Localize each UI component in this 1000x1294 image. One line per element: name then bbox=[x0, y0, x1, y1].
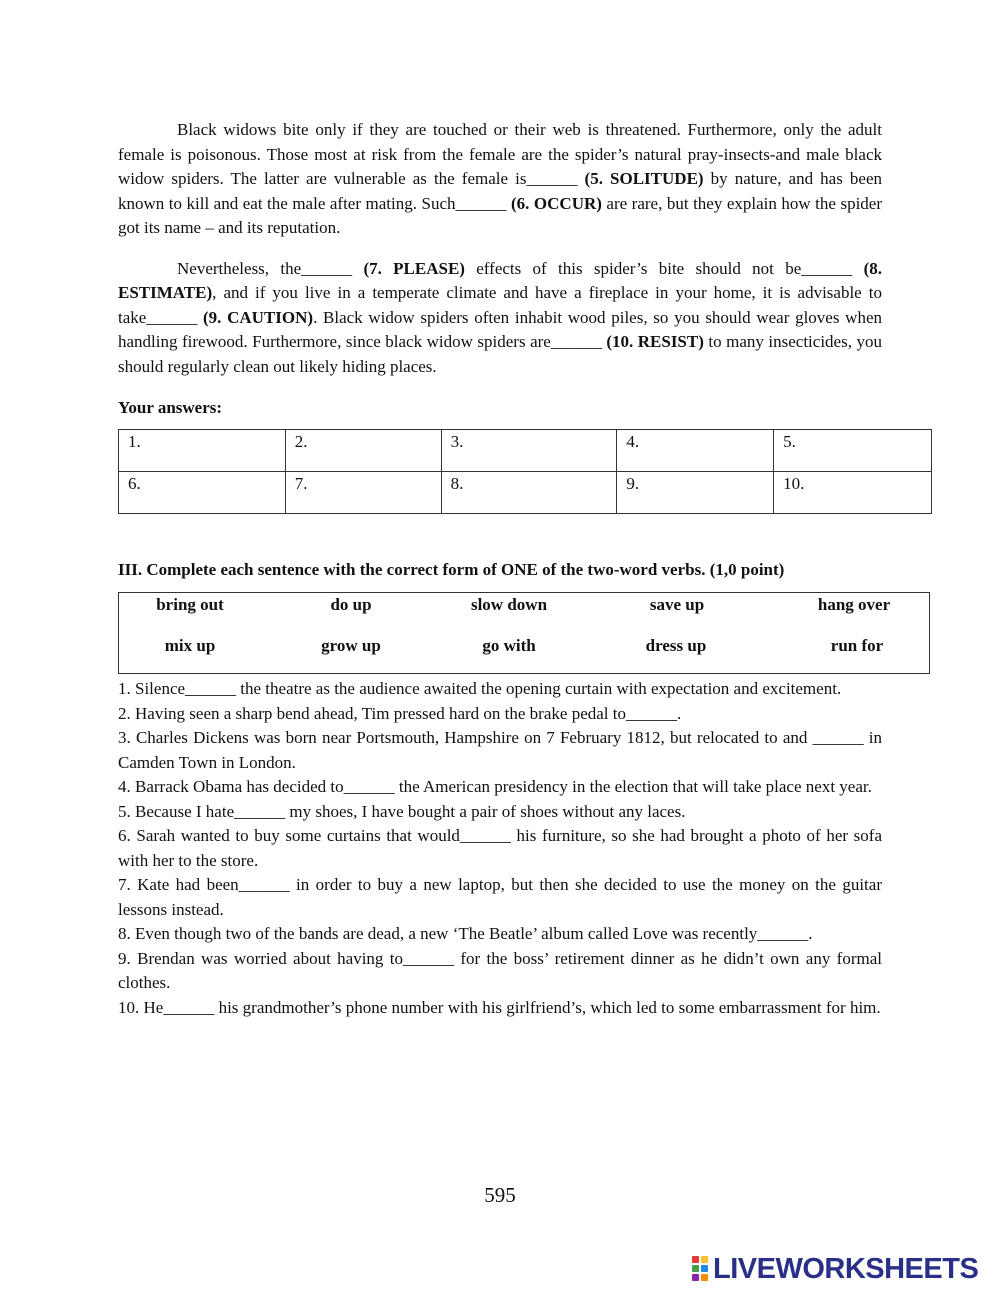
table-row bbox=[119, 430, 932, 472]
list-item: 8. Even though two of the bands are dead, a new ‘The Beatle’ album called Love was recently______. bbox=[118, 924, 813, 943]
verb-item: run for bbox=[830, 636, 884, 655]
list-item: 9. Brendan was worried about having to______ for the boss’ retirement dinner as he didn’t own any formal clothes. bbox=[118, 948, 882, 992]
answers-title: Your answers: bbox=[118, 398, 223, 417]
liveworksheets-logo[interactable] bbox=[692, 1254, 978, 1284]
verb-item: do up bbox=[330, 595, 372, 614]
passage-paragraph-2: Nevertheless, the______ (7. PLEASE) effects of this spider’s bite should not be______ (8. ESTIMATE), and if you live in a temperate climate and have a fireplace in your home, it is advisable to take______ (9. CAUTION). Black widow spiders often inhabit wood piles, so you should wear gloves when handling firewood. Furthermore, since black widow spiders are______ (10. RESIST) to many insecticides, you should regularly clean out likely hiding places. bbox=[118, 258, 882, 376]
page-number: 595 bbox=[484, 1183, 516, 1207]
answer-cell-1[interactable]: 1. bbox=[119, 430, 286, 472]
answer-cell-7[interactable]: 7. bbox=[285, 472, 441, 514]
verb-item: hang over bbox=[817, 595, 891, 614]
answer-cell-8[interactable]: 8. bbox=[441, 472, 617, 514]
verb-item: bring out bbox=[156, 595, 224, 614]
answer-cell-3[interactable]: 3. bbox=[441, 430, 617, 472]
answer-cell-6[interactable]: 6. bbox=[119, 472, 286, 514]
passage-paragraph-1: Black widows bite only if they are touched or their web is threatened. Furthermore, only the adult female is poisonous. Those most at risk from the female are the spider’s natural pray-insects-and male black widow spiders. The latter are vulnerable as the female is______ (5. SOLITUDE) by nature, and has been known to kill and eat the male after mating. Such______ (6. OCCUR) are rare, but they explain how the spider got its name – and its reputation. bbox=[118, 120, 883, 237]
list-item: 7. Kate had been______ in order to buy a new laptop, but then she decided to use the money on the guitar lessons instead. bbox=[118, 875, 882, 919]
answer-cell-10[interactable]: 10. bbox=[774, 472, 932, 514]
verb-box bbox=[118, 592, 930, 674]
sentence-list bbox=[118, 677, 882, 1020]
answer-cell-2[interactable]: 2. bbox=[285, 430, 441, 472]
list-item: 4. Barrack Obama has decided to______ the American presidency in the election that will take place next year. bbox=[118, 777, 872, 796]
worksheet-page bbox=[118, 118, 891, 1020]
answers-table bbox=[118, 429, 932, 514]
verb-item: save up bbox=[649, 595, 705, 614]
table-row bbox=[119, 472, 932, 514]
verb-item: grow up bbox=[321, 636, 381, 655]
logo-text: LIVEWORKSHEETS bbox=[713, 1252, 979, 1285]
list-item: 3. Charles Dickens was born near Portsmouth, Hampshire on 7 February 1812, but relocated to and ______ in Camden Town in London. bbox=[118, 728, 882, 772]
section-3-title: III. Complete each sentence with the correct form of ONE of the two-word verbs. (1,0 point) bbox=[118, 560, 785, 579]
verb-item: slow down bbox=[470, 595, 548, 614]
list-item: 2. Having seen a sharp bend ahead, Tim pressed hard on the brake pedal to______. bbox=[118, 703, 682, 723]
verb-item: go with bbox=[482, 636, 536, 655]
answer-cell-5[interactable]: 5. bbox=[774, 430, 932, 472]
answer-cell-4[interactable]: 4. bbox=[617, 430, 774, 472]
list-item: 1. Silence______ the theatre as the audience awaited the opening curtain with expectation and excitement. bbox=[118, 679, 842, 698]
list-item: 5. Because I hate______ my shoes, I have bought a pair of shoes without any laces. bbox=[118, 801, 686, 821]
list-item: 6. Sarah wanted to buy some curtains that would______ his furniture, so she had brought a photo of her sofa with her to the store. bbox=[118, 826, 882, 870]
answer-cell-9[interactable]: 9. bbox=[617, 472, 774, 514]
logo-grid-icon bbox=[692, 1256, 710, 1282]
list-item: 10. He______ his grandmother’s phone number with his girlfriend’s, which led to some embarrassment for him. bbox=[118, 997, 881, 1017]
verb-item: mix up bbox=[164, 636, 216, 655]
verb-item: dress up bbox=[645, 636, 707, 655]
